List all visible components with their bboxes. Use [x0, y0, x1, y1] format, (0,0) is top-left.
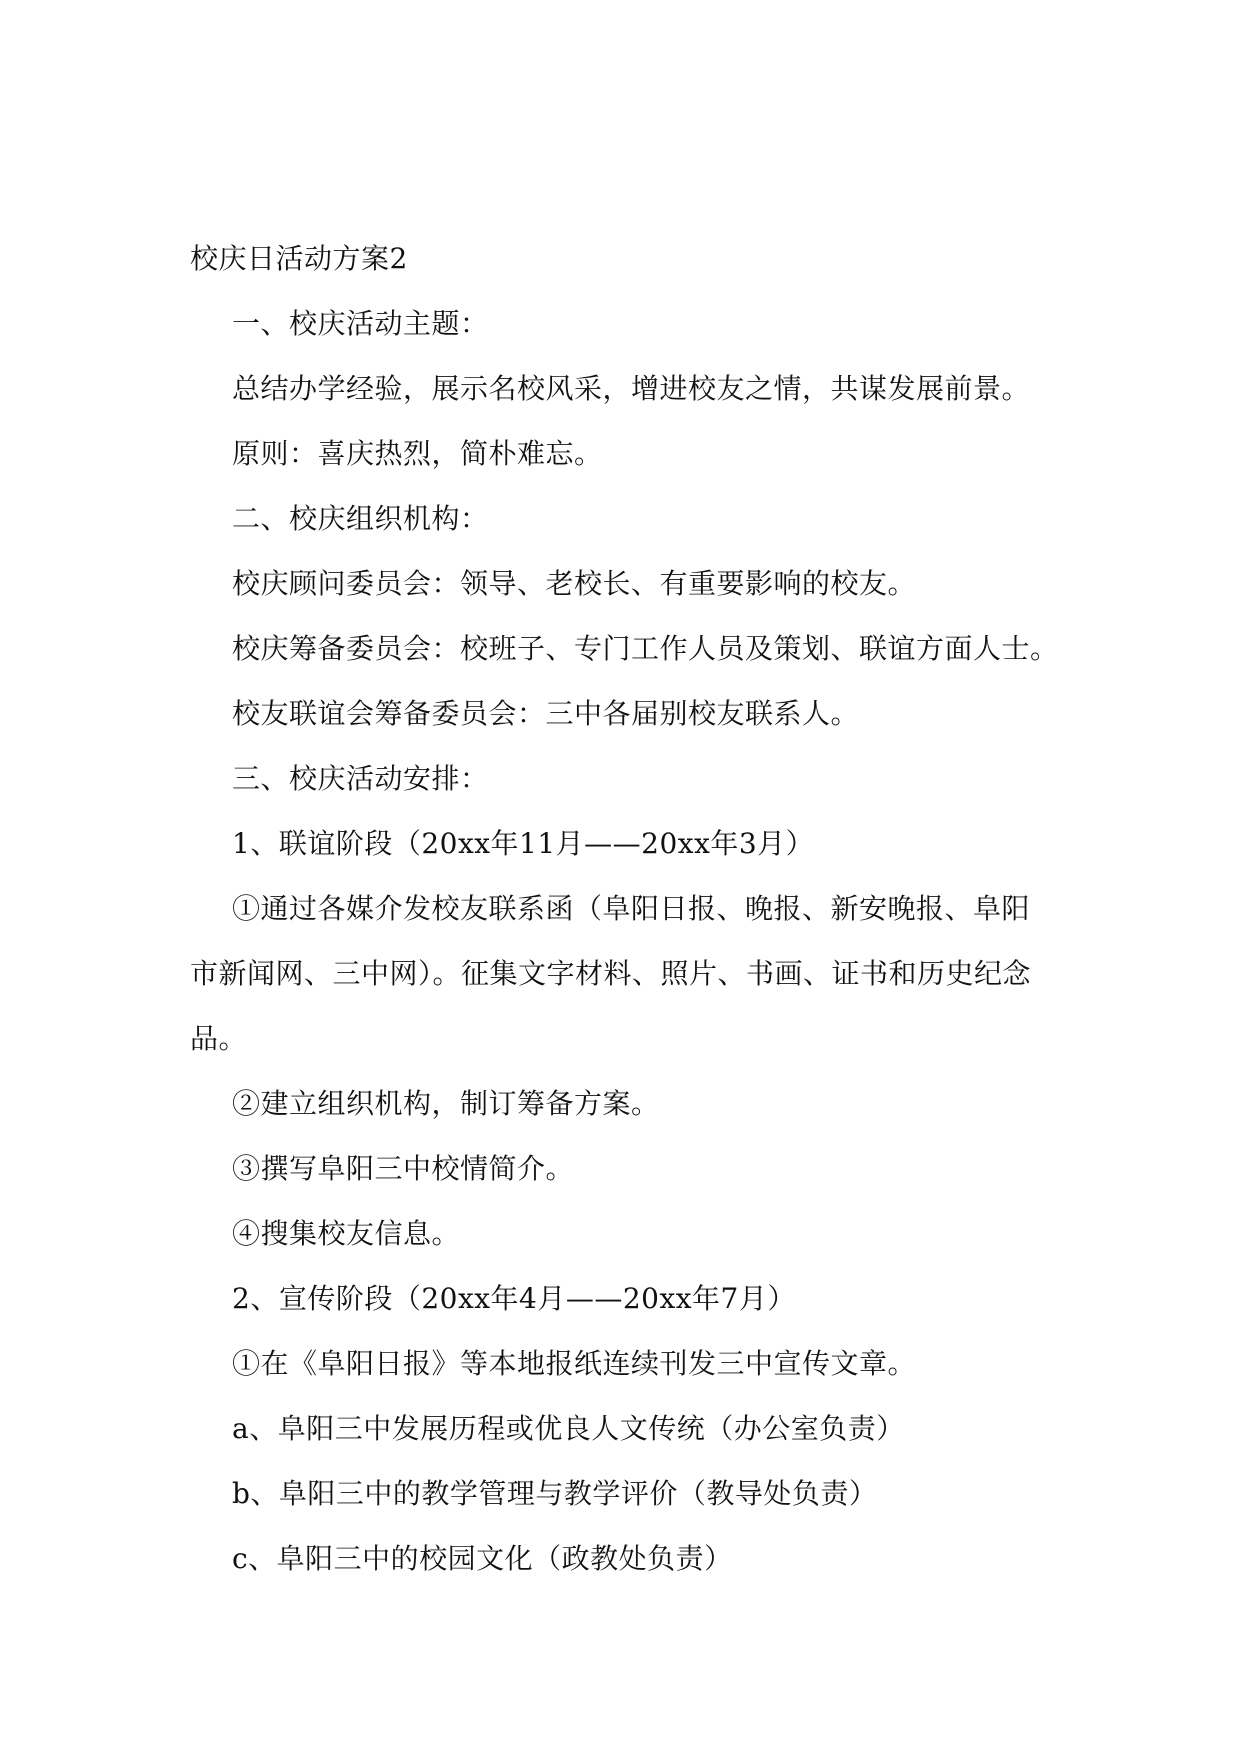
paragraph-line: ④搜集校友信息。 [232, 1217, 461, 1250]
paragraph-line: 总结办学经验，展示名校风采，增进校友之情，共谋发展前景。 [232, 372, 1031, 405]
paragraph-list [190, 291, 1070, 1591]
paragraph-line: ③撰写阜阳三中校情简介。 [232, 1152, 575, 1185]
paragraph-line: a、阜阳三中发展历程或优良人文传统（办公室负责） [232, 1412, 905, 1445]
paragraph-line: 2、宣传阶段（20xx年4月——20xx年7月） [232, 1282, 796, 1315]
document-body [190, 226, 1070, 1591]
paragraph-line: 市新闻网、三中网）。征集文字材料、照片、书画、证书和历史纪念 [190, 957, 1032, 990]
paragraph-line: 校庆筹备委员会：校班子、专门工作人员及策划、联谊方面人士。 [232, 632, 1059, 665]
paragraph-line: 1、联谊阶段（20xx年11月——20xx年3月） [232, 827, 815, 860]
paragraph-line: 品。 [190, 1022, 248, 1055]
paragraph-line: 原则：喜庆热烈，简朴难忘。 [232, 437, 603, 470]
paragraph-line: b、阜阳三中的教学管理与教学评价（教导处负责） [232, 1477, 878, 1510]
paragraph-line: 校友联谊会筹备委员会：三中各届别校友联系人。 [232, 697, 860, 730]
paragraph-line: 一、校庆活动主题： [232, 307, 489, 340]
document-title: 校庆日活动方案2 [190, 242, 408, 275]
paragraph-line: ①在《阜阳日报》等本地报纸连续刊发三中宣传文章。 [232, 1347, 917, 1380]
paragraph-line: ①通过各媒介发校友联系函（阜阳日报、晚报、新安晚报、阜阳 [232, 892, 1031, 925]
paragraph-line: 三、校庆活动安排： [232, 762, 489, 795]
paragraph-line: c、阜阳三中的校园文化（政教处负责） [232, 1542, 733, 1575]
paragraph-line: 校庆顾问委员会：领导、老校长、有重要影响的校友。 [232, 567, 917, 600]
paragraph-line: ②建立组织机构，制订筹备方案。 [232, 1087, 660, 1120]
paragraph-line: 二、校庆组织机构： [232, 502, 489, 535]
